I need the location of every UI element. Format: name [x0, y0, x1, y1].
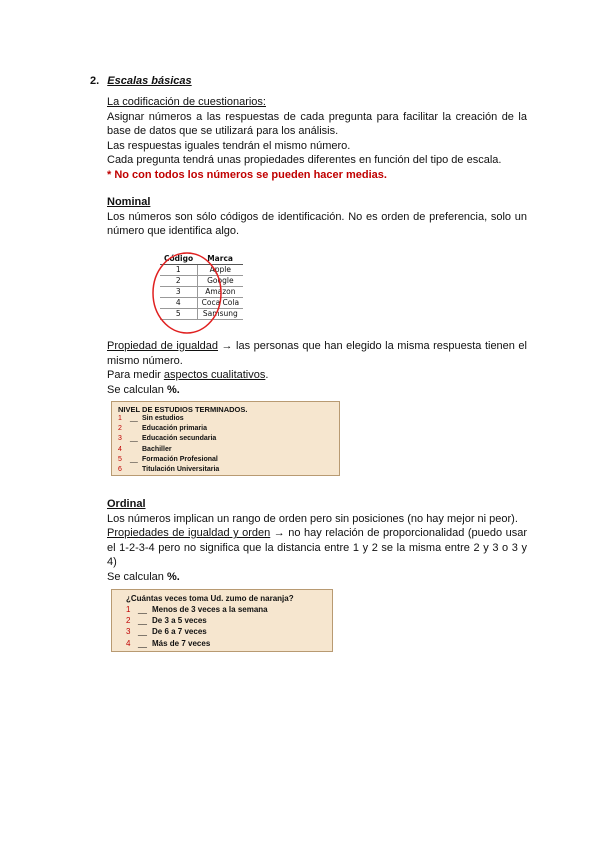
table-header-brand: Marca [197, 254, 243, 265]
list-item [118, 445, 339, 455]
list-item [118, 424, 339, 434]
item-blank: __ [130, 435, 138, 443]
education-level-box [111, 401, 340, 476]
item-number: 5 [118, 455, 122, 463]
item-number: 2 [126, 616, 131, 626]
table-cell-brand: Amazon [197, 287, 243, 298]
section-title-text: Escalas básicas [107, 75, 192, 87]
item-blank: __ [138, 638, 147, 648]
list-item [118, 434, 339, 444]
list-item [118, 465, 339, 475]
measure-link: aspectos cualitativos [163, 369, 266, 381]
nominal-property-block [107, 339, 527, 397]
coding-note: * No con todos los números se pueden hacer medias. [107, 168, 387, 181]
calc-value: %. [166, 383, 180, 396]
nominal-property [107, 339, 527, 368]
list-item [118, 455, 339, 465]
measure-prefix: Para medir [107, 369, 164, 381]
item-label: De 3 a 5 veces [152, 616, 207, 626]
ordinal-text: Los números implican un rango de orden pero sin posiciones (no hay mejor ni peor). [107, 512, 518, 525]
list-item [126, 615, 332, 626]
item-label: Titulación Universitaria [142, 466, 220, 474]
item-number: 3 [118, 435, 122, 443]
list-item [126, 638, 332, 649]
item-label: Educación primaria [142, 425, 207, 433]
ordinal-property [107, 526, 527, 570]
coding-section [107, 95, 527, 182]
item-label: Menos de 3 veces a la semana [152, 605, 268, 614]
item-number: 4 [118, 445, 122, 453]
section-number: 2. [90, 75, 100, 87]
orange-juice-box [111, 589, 333, 652]
table-cell-brand: Samsung [197, 309, 243, 320]
item-number: 2 [118, 425, 122, 433]
item-blank: __ [130, 455, 138, 463]
item-number: 3 [126, 627, 131, 637]
item-blank: __ [138, 605, 147, 614]
item-number: 1 [118, 415, 122, 422]
brand-code-figure [150, 248, 270, 338]
orange-juice-box-title: ¿Cuántas veces toma Ud. zumo de naranja? [126, 594, 294, 603]
table-header-code: Código [160, 254, 197, 265]
item-blank: __ [130, 415, 138, 422]
table-cell-code: 2 [160, 276, 197, 287]
item-label: De 6 a 7 veces [152, 627, 207, 637]
item-label: Formación Profesional [142, 455, 218, 463]
nominal-property-text: → las personas que han elegido la misma respuesta tienen el mismo número. [107, 340, 527, 367]
ordinal-property-text: → no hay relación de proporcionalidad (puedo usar el 1-2-3-4 pero no significa que la distancia entre 1 y 2 se la misma entre 2 y 3 o 3 y 4) [107, 527, 527, 568]
nominal-heading: Nominal [107, 196, 151, 208]
table-cell-code: 5 [160, 309, 197, 320]
nominal-text: Los números son sólo códigos de identificación. No es orden de preferencia, solo un número que identifica algo. [107, 210, 527, 237]
nominal-section [107, 195, 527, 239]
ordinal-property-label: Propiedades de igualdad y orden [107, 527, 271, 539]
ordinal-calc [107, 570, 527, 585]
coding-paragraph-3: Cada pregunta tendrá unas propiedades diferentes en función del tipo de escala. [107, 154, 502, 166]
table-cell-brand: Google [197, 276, 243, 287]
nominal-property-label: Propiedad de igualdad [107, 340, 219, 352]
table-cell-code: 1 [160, 265, 197, 276]
table-cell-brand: Apple [197, 265, 243, 276]
coding-paragraph-2: Las respuestas iguales tendrán el mismo número. [107, 139, 351, 152]
item-blank: __ [138, 616, 147, 626]
item-label: Más de 7 veces [152, 638, 211, 648]
ordinal-section [107, 497, 527, 584]
list-item [126, 604, 332, 615]
item-number: 1 [126, 605, 131, 614]
calc-value: %. [166, 570, 180, 583]
measure-suffix: . [265, 369, 269, 381]
item-number: 6 [118, 466, 122, 474]
calc-prefix: Se calculan [107, 570, 167, 583]
item-label: Sin estudios [142, 415, 184, 422]
list-item [126, 626, 332, 637]
table-cell-brand: Coca Cola [197, 298, 243, 309]
item-label: Educación secundaria [142, 435, 217, 443]
coding-heading: La codificación de cuestionarios: [107, 96, 266, 108]
highlight-circle-icon [150, 248, 270, 338]
table-cell-code: 3 [160, 287, 197, 298]
section-title [90, 74, 192, 89]
item-blank: __ [138, 627, 147, 637]
coding-paragraph-1: Asignar números a las respuestas de cada pregunta para facilitar la creación de la base de datos que se utilizará para los análisis. [107, 110, 527, 137]
item-number: 4 [126, 638, 131, 648]
item-label: Bachiller [142, 445, 172, 453]
table-cell-code: 4 [160, 298, 197, 309]
education-box-title: NIVEL DE ESTUDIOS TERMINADOS. [118, 405, 248, 414]
ordinal-heading: Ordinal [107, 498, 146, 510]
nominal-measure [107, 368, 527, 383]
nominal-calc [107, 383, 527, 398]
calc-prefix: Se calculan [107, 383, 167, 396]
list-item [118, 414, 339, 424]
